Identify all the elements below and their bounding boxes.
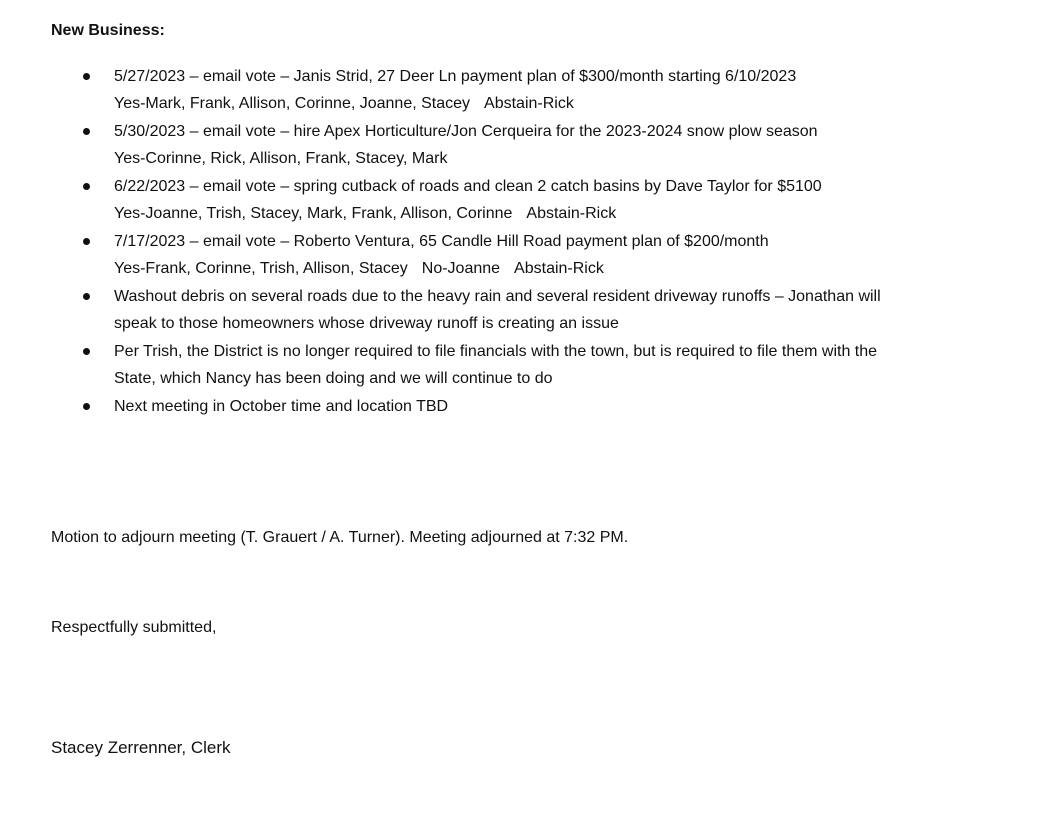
- new-business-list: [0, 63, 1000, 421]
- bullet-icon: [83, 128, 90, 135]
- vote-abstain: Abstain-Rick: [514, 260, 604, 277]
- bullet-icon: [83, 73, 90, 80]
- item-text-continued: State, which Nancy has been doing and we will continue to do: [114, 370, 553, 387]
- item-text: 5/30/2023 – email vote – hire Apex Horticulture/Jon Cerqueira for the 2023-2024 snow plow season: [114, 123, 818, 140]
- bullet-icon: [83, 293, 90, 300]
- vote-abstain: Abstain-Rick: [484, 95, 574, 112]
- closing-text: Respectfully submitted,: [51, 619, 217, 636]
- item-text: 5/27/2023 – email vote – Janis Strid, 27 Deer Ln payment plan of $300/month starting 6/10/2023: [114, 68, 797, 85]
- item-text: Per Trish, the District is no longer required to file financials with the town, but is required to file them with the: [114, 343, 878, 360]
- adjournment-motion: Motion to adjourn meeting (T. Grauert / A. Turner). Meeting adjourned at 7:32 PM.: [51, 529, 629, 546]
- bullet-icon: [83, 403, 90, 410]
- vote-yes: Yes-Joanne, Trish, Stacey, Mark, Frank, Allison, Corinne: [114, 205, 513, 222]
- signature-line: Stacey Zerrenner, Clerk: [51, 738, 231, 757]
- vote-line: [114, 90, 1000, 117]
- bullet-icon: [83, 348, 90, 355]
- bullet-icon: [83, 238, 90, 245]
- list-item: [0, 338, 1000, 392]
- item-text: 7/17/2023 – email vote – Roberto Ventura, 65 Candle Hill Road payment plan of $200/month: [114, 233, 769, 250]
- section-heading: New Business:: [51, 22, 165, 39]
- item-text: Washout debris on several roads due to the heavy rain and several resident driveway runoffs – Jonathan will: [114, 288, 881, 305]
- vote-abstain: Abstain-Rick: [526, 205, 617, 222]
- item-text: Next meeting in October time and location TBD: [114, 398, 449, 415]
- list-item: [0, 63, 1000, 117]
- list-item: [0, 173, 1000, 227]
- list-item: [0, 283, 1000, 337]
- vote-line: [114, 145, 1000, 172]
- list-item: [0, 118, 1000, 172]
- vote-no: No-Joanne: [421, 260, 501, 277]
- vote-yes: Yes-Frank, Corinne, Trish, Allison, Stacey: [114, 260, 408, 277]
- item-text-continued: speak to those homeowners whose driveway runoff is creating an issue: [114, 315, 619, 332]
- bullet-icon: [83, 183, 90, 190]
- vote-yes: Yes-Corinne, Rick, Allison, Frank, Stacey, Mark: [114, 150, 448, 167]
- list-item: [0, 393, 1000, 420]
- vote-line: [114, 255, 1000, 282]
- item-text: 6/22/2023 – email vote – spring cutback of roads and clean 2 catch basins by Dave Taylor for $5100: [114, 178, 822, 195]
- list-item: [0, 228, 1000, 282]
- vote-yes: Yes-Mark, Frank, Allison, Corinne, Joanne, Stacey: [114, 95, 471, 112]
- vote-line: [114, 200, 1000, 227]
